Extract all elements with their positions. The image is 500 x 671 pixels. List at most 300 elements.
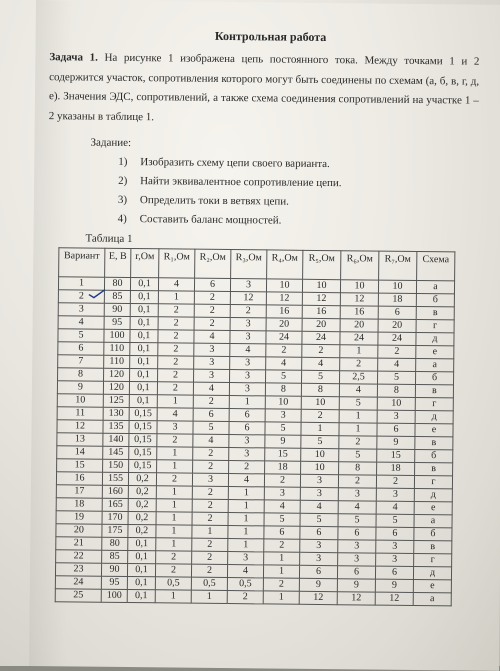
table-cell: 16	[266, 305, 302, 318]
table-cell: 9	[265, 435, 301, 448]
table-cell: 2	[158, 369, 194, 382]
table-cell: д	[415, 410, 453, 423]
table-cell: в	[415, 436, 453, 449]
table-cell: д	[414, 488, 452, 501]
table-cell: 0,1	[130, 343, 158, 356]
table-cell: 1	[339, 423, 377, 436]
table-cell: 9	[57, 381, 103, 394]
table-cell: 0,1	[130, 356, 158, 369]
table-cell: 0,15	[129, 433, 157, 446]
table-cell: 12	[266, 292, 302, 305]
table-cell: 5	[302, 370, 340, 383]
table-cell: г	[414, 475, 452, 488]
table-cell: 18	[378, 293, 416, 306]
table-cell: 0,15	[129, 459, 157, 472]
table-cell: 0,1	[127, 589, 155, 602]
table-cell: 2	[158, 317, 194, 330]
table-cell: 18	[377, 462, 415, 475]
table-cell: 120	[104, 368, 130, 381]
table-cell: 0,1	[130, 278, 158, 291]
table-cell: 2	[193, 460, 229, 473]
table-cell: 2	[155, 564, 191, 577]
table-cell: 3	[230, 357, 266, 370]
table-cell: 16	[302, 305, 340, 318]
table-cell: 3	[229, 448, 265, 461]
page-title: Контрольная работа	[214, 28, 327, 45]
table-cell: 4	[227, 565, 263, 578]
table-cell: 10	[377, 397, 415, 410]
table-cell: 10	[266, 279, 302, 292]
task-item	[118, 153, 342, 174]
table-cell: 5	[338, 514, 376, 527]
column-header: R₂,Ом	[195, 249, 231, 278]
task-text: Составить баланс мощностей.	[139, 213, 282, 227]
table-cell: 22	[56, 550, 102, 563]
table-cell: 25	[55, 589, 101, 602]
table-cell: 165	[102, 498, 128, 511]
table-cell: 2	[302, 344, 340, 357]
table-cell: 20	[302, 318, 340, 331]
table-cell: 14	[57, 446, 103, 459]
table-cell: 3	[194, 369, 230, 382]
table-cell: 2	[227, 591, 263, 604]
table-cell: 2	[191, 564, 227, 577]
table-cell: 5	[264, 513, 300, 526]
table-cell: 12	[337, 592, 375, 605]
table-cell: 1	[228, 487, 264, 500]
task1-paragraph	[49, 48, 480, 130]
column-header: E, В	[105, 248, 131, 277]
table-cell: 4	[157, 408, 193, 421]
table-cell: 10	[301, 448, 339, 461]
table-cell: 6	[229, 422, 265, 435]
table-cell: 4	[378, 358, 416, 371]
table-cell: 9	[375, 579, 413, 592]
task-number: 1)	[118, 155, 128, 168]
table-cell: 150	[103, 459, 129, 472]
table-cell: 20	[340, 319, 378, 332]
table-cell: 2	[192, 499, 228, 512]
table-cell: 95	[104, 316, 130, 329]
table-cell: 3	[229, 383, 265, 396]
table-cell: 12	[340, 293, 378, 306]
table-cell: е	[415, 423, 453, 436]
table-cell: 2	[194, 317, 230, 330]
table-cell: 2	[301, 409, 339, 422]
table-cell: е	[413, 579, 451, 592]
table-cell: 6	[193, 408, 229, 421]
table-cell: 2	[158, 304, 194, 317]
table-cell: 3	[300, 539, 338, 552]
table-cell: 0,5	[191, 577, 227, 590]
column-header: R₃,Ом	[231, 250, 267, 279]
table-cell: б	[414, 527, 452, 540]
table-cell: 2	[158, 356, 194, 369]
table-cell: 8	[58, 368, 104, 381]
table-cell: 16	[340, 306, 378, 319]
table-cell: 10	[340, 280, 378, 293]
table-cell: 0,1	[130, 330, 158, 343]
table-header-row	[59, 248, 455, 281]
table-cell: 1	[156, 538, 192, 551]
table-cell: 2	[340, 358, 378, 371]
table-cell: 0,2	[128, 511, 156, 524]
table-cell: б	[415, 449, 453, 462]
table-cell: 2	[193, 447, 229, 460]
table-cell: 19	[56, 511, 102, 524]
table-cell: 9	[337, 579, 375, 592]
task-item	[118, 210, 342, 231]
table-cell: 135	[103, 420, 129, 433]
task-number: 4)	[117, 212, 127, 225]
table-cell: 0,2	[128, 485, 156, 498]
table-cell: 80	[104, 277, 130, 290]
table-cell: е	[416, 345, 454, 358]
table-cell: 1	[157, 395, 193, 408]
table-cell: 0,15	[129, 446, 157, 459]
table-cell: 1	[157, 460, 193, 473]
table-cell: 3	[338, 488, 376, 501]
table-cell: 6	[300, 526, 338, 539]
table-cell: 3	[58, 303, 104, 316]
table-cell: 0,5	[227, 578, 263, 591]
table-cell: 3	[264, 487, 300, 500]
table-body	[55, 277, 454, 606]
table-cell: 1	[58, 277, 104, 290]
table-cell: 24	[378, 332, 416, 345]
table-cell: 3	[228, 552, 264, 565]
table-cell: 3	[192, 473, 228, 486]
pen-checkmark-icon	[88, 289, 106, 299]
table-cell: 20	[378, 319, 416, 332]
table-cell: 4	[338, 501, 376, 514]
table-cell: 80	[102, 537, 128, 550]
table-cell: 0,1	[130, 291, 158, 304]
task-text: Определить токи в ветвях цепи.	[139, 194, 290, 208]
table-cell: 2	[192, 538, 228, 551]
table-cell: 3	[376, 540, 414, 553]
table-cell: 15	[57, 459, 103, 472]
table-cell: 6	[337, 566, 375, 579]
table-cell: 2	[192, 551, 228, 564]
table-cell: 18	[56, 498, 102, 511]
table-cell: 2	[158, 343, 194, 356]
tasks-header: Задание:	[90, 136, 132, 150]
table-cell: 3	[194, 343, 230, 356]
table-cell: 3	[300, 487, 338, 500]
table-cell: 1	[158, 291, 194, 304]
table-cell: д	[416, 332, 454, 345]
task-text: Изобразить схему цепи своего варианта.	[140, 156, 330, 171]
table-cell: 4	[264, 500, 300, 513]
table-cell: 0,2	[128, 472, 156, 485]
table-cell: 3	[338, 540, 376, 553]
table-cell: 17	[56, 485, 102, 498]
table-cell: 0,1	[129, 394, 157, 407]
table-cell: 2	[229, 461, 265, 474]
table-cell: 85	[102, 550, 128, 563]
table-cell: 16	[56, 472, 102, 485]
column-header: R₅,Ом	[303, 250, 341, 279]
table-cell: 13	[57, 433, 103, 446]
table-cell: 6	[378, 306, 416, 319]
table-cell: 1	[156, 499, 192, 512]
table-cell: 3	[338, 553, 376, 566]
table-cell: 4	[230, 344, 266, 357]
table-cell: 1	[228, 526, 264, 539]
column-header: R₆,Ом	[341, 251, 379, 280]
task-list	[118, 153, 342, 231]
table-cell: 1	[156, 486, 192, 499]
table-cell: 5	[339, 449, 377, 462]
column-header: Вариант	[59, 248, 105, 277]
column-header: R₄,Ом	[267, 250, 303, 279]
table-cell: 4	[302, 357, 340, 370]
table-cell: 4	[158, 278, 194, 291]
table-cell: 3	[229, 435, 265, 448]
task-item	[118, 191, 342, 212]
table-cell: 2	[158, 330, 194, 343]
table-cell: 4	[339, 384, 377, 397]
table-cell: 4	[228, 474, 264, 487]
table-cell: 155	[102, 472, 128, 485]
table-cell: 0,1	[127, 563, 155, 576]
table-cell: 5	[266, 370, 302, 383]
table-cell: 18	[265, 461, 301, 474]
table-cell: е	[414, 501, 452, 514]
table-cell: 5	[301, 435, 339, 448]
table-cell: 15	[265, 448, 301, 461]
table-cell: 4	[194, 330, 230, 343]
table-cell: 1	[155, 590, 191, 603]
table-cell: г	[415, 397, 453, 410]
task1-text: На рисунке 1 изображена цепь постоянного тока. Между точками 1 и 2 содержится участок, сопротивления которого могут быть соединены по схемам (а, б, в, г, д, е). Значения ЭДС, сопротивлений, а также схема соединения сопротивлений на участке 1 – 2 указаны в таблице 1.	[48, 51, 480, 123]
table-cell: 2	[378, 345, 416, 358]
table-cell: 2	[156, 473, 192, 486]
table-cell: 7	[58, 355, 104, 368]
column-header: R₇,Ом	[379, 251, 417, 280]
table-cell: 6	[338, 527, 376, 540]
table-cell: а	[416, 358, 454, 371]
table-cell: 2	[338, 475, 376, 488]
table-cell: 1	[229, 396, 265, 409]
table-cell: 24	[266, 331, 302, 344]
task-number: 3)	[117, 193, 128, 206]
table-cell: 130	[103, 407, 129, 420]
task1-label: Задача 1.	[49, 51, 98, 64]
table-cell: 8	[301, 383, 339, 396]
table-cell: 1	[156, 512, 192, 525]
table-cell: 0,1	[128, 550, 156, 563]
task-item	[118, 172, 342, 193]
table-cell: 2	[193, 395, 229, 408]
table-cell: 0,15	[129, 420, 157, 433]
table-cell: 4	[300, 500, 338, 513]
table-cell: 3	[376, 553, 414, 566]
table-cell: 10	[265, 396, 301, 409]
table-cell: д	[413, 566, 451, 579]
table-cell: 100	[104, 329, 130, 342]
table-cell: 0,1	[128, 537, 156, 550]
table-cell: 2	[339, 436, 377, 449]
table-cell: в	[416, 306, 454, 319]
table-cell: 3	[265, 409, 301, 422]
table-cell: 6	[229, 409, 265, 422]
document-sheet	[29, 0, 500, 671]
table-cell: 1	[156, 525, 192, 538]
table-cell: 90	[104, 303, 130, 316]
table-cell: 2	[192, 486, 228, 499]
table-cell: 2	[376, 475, 414, 488]
table-cell: 0,1	[130, 317, 158, 330]
task-text: Найти эквивалентное сопротивление цепи.	[140, 175, 342, 190]
table-caption: Таблица 1	[85, 232, 133, 246]
table-cell: 175	[102, 524, 128, 537]
table-cell: 120	[103, 381, 129, 394]
table-cell: 24	[55, 576, 101, 589]
table-cell: 1	[301, 422, 339, 435]
table-cell: 1	[263, 591, 299, 604]
table-cell: 85	[104, 290, 130, 303]
table-cell: 6	[58, 342, 104, 355]
table-cell: 0,1	[129, 382, 157, 395]
variants-table	[55, 247, 456, 606]
table-cell: 20	[266, 318, 302, 331]
table-cell: 5	[193, 421, 229, 434]
table-cell: 10	[378, 280, 416, 293]
table-cell: 3	[230, 370, 266, 383]
table-cell: 2	[156, 551, 192, 564]
table-cell: 1	[157, 447, 193, 460]
table-cell: 24	[340, 332, 378, 345]
table-cell: г	[414, 553, 452, 566]
table-cell: 5	[58, 329, 104, 342]
table-cell: 10	[301, 461, 339, 474]
table-cell: 8	[265, 383, 301, 396]
table-cell: 6	[194, 278, 230, 291]
table-cell: 3	[230, 331, 266, 344]
table-cell: 0,1	[127, 576, 155, 589]
table-cell: 5	[265, 422, 301, 435]
table-cell: 12	[375, 592, 413, 605]
table-cell: 2	[264, 539, 300, 552]
table-cell: 3	[300, 552, 338, 565]
table-cell: в	[415, 462, 453, 475]
table-cell: а	[416, 281, 454, 294]
table-cell: 6	[377, 423, 415, 436]
table-cell: 12	[302, 292, 340, 305]
table-cell: 1	[191, 590, 227, 603]
table-cell: 2	[264, 474, 300, 487]
table-cell: 3	[377, 410, 415, 423]
table-cell: 2	[194, 304, 230, 317]
table-cell: 1	[340, 345, 378, 358]
table-cell: 90	[101, 563, 127, 576]
table-cell: 0,5	[155, 577, 191, 590]
table-cell: 1	[228, 539, 264, 552]
table-cell: 0,1	[130, 304, 158, 317]
table-cell: 100	[101, 589, 127, 602]
table-cell: 0,1	[130, 369, 158, 382]
table-cell: 3	[300, 474, 338, 487]
table-cell: 12	[230, 292, 266, 305]
table-cell: 2	[194, 291, 230, 304]
table-cell: 24	[302, 331, 340, 344]
table-cell: 1	[192, 525, 228, 538]
table-cell: 12	[57, 420, 103, 433]
table-cell: 5	[300, 513, 338, 526]
table-cell: 23	[55, 563, 101, 576]
table-cell: 3	[157, 421, 193, 434]
table-cell: 110	[104, 355, 130, 368]
table-cell: 1	[228, 500, 264, 513]
table-cell: 140	[103, 433, 129, 446]
table-cell: б	[416, 294, 454, 307]
table-cell: 110	[104, 342, 130, 355]
table-cell: 9	[377, 436, 415, 449]
table-cell: б	[415, 371, 453, 384]
table-cell: 160	[102, 485, 128, 498]
table-cell: 2	[230, 305, 266, 318]
table-cell: 20	[56, 524, 102, 537]
table-cell: 10	[301, 396, 339, 409]
table-cell: 6	[376, 527, 414, 540]
table-cell: 4	[193, 434, 229, 447]
table-cell: 15	[377, 449, 415, 462]
table-cell: 5	[377, 371, 415, 384]
table-cell: 1	[339, 410, 377, 423]
table-cell: 4	[376, 501, 414, 514]
table-cell: 6	[299, 565, 337, 578]
table-cell: 4	[193, 382, 229, 395]
table-cell: 21	[56, 537, 102, 550]
table-cell: 5	[339, 397, 377, 410]
table-cell: 3	[194, 356, 230, 369]
column-header: R₁,Ом	[159, 249, 195, 278]
table-cell: 8	[377, 384, 415, 397]
table-cell: 2	[192, 512, 228, 525]
table-cell: 2	[157, 382, 193, 395]
table-cell: 0,15	[129, 407, 157, 420]
table-cell: 2,5	[339, 371, 377, 384]
table-cell: 3	[230, 318, 266, 331]
table-cell: 12	[299, 591, 337, 604]
table-cell: 145	[103, 446, 129, 459]
column-header: Схема	[417, 252, 455, 281]
table-cell: а	[414, 514, 452, 527]
table-cell: 3	[376, 488, 414, 501]
table-cell: 2	[263, 578, 299, 591]
table-cell: в	[415, 384, 453, 397]
table-cell: 10	[302, 279, 340, 292]
table-cell: 0,2	[128, 498, 156, 511]
table-cell: 2	[266, 344, 302, 357]
table-cell: 125	[103, 394, 129, 407]
table-cell: 10	[57, 394, 103, 407]
table-cell: 5	[376, 514, 414, 527]
table-cell: 8	[339, 462, 377, 475]
table-cell: 0,2	[128, 524, 156, 537]
table-cell: 6	[375, 566, 413, 579]
table-cell: 1	[264, 552, 300, 565]
table-cell: 6	[264, 526, 300, 539]
table-cell: 4	[266, 357, 302, 370]
table-cell: 4	[58, 316, 104, 329]
table-cell: в	[414, 540, 452, 553]
table-cell: а	[413, 592, 451, 605]
table-cell: г	[416, 319, 454, 332]
table-cell: 9	[299, 578, 337, 591]
